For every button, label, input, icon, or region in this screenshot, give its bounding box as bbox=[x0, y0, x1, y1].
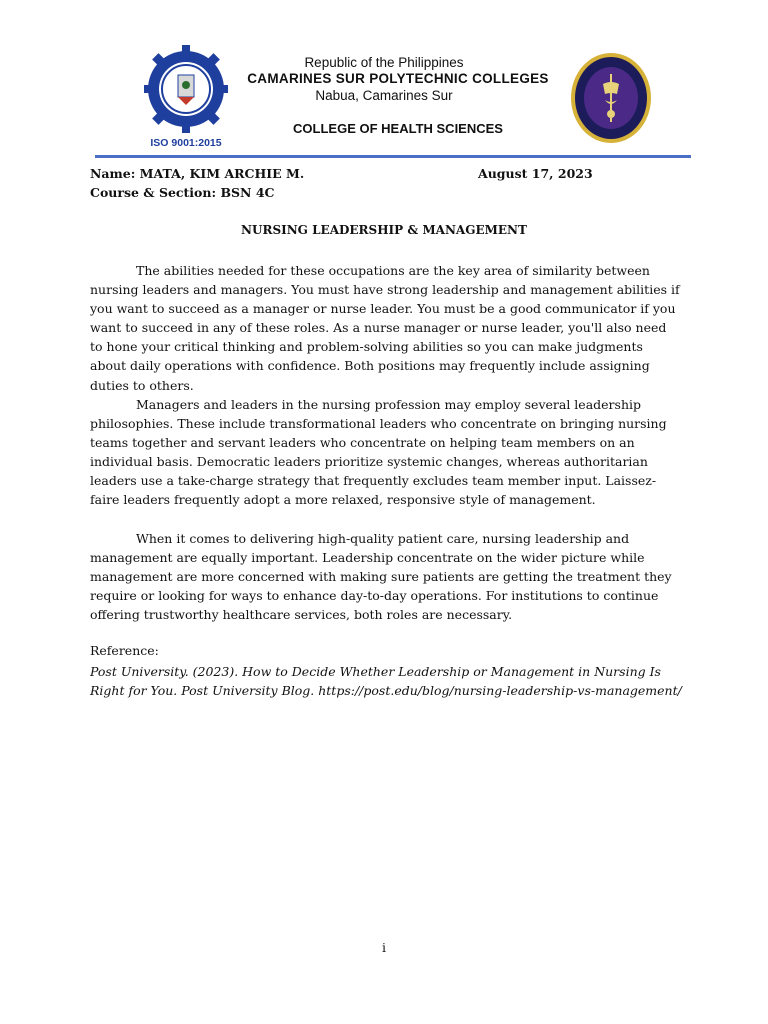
document-date: August 17, 2023 bbox=[478, 166, 593, 181]
school-name: CAMARINES SUR POLYTECHNIC COLLEGES bbox=[247, 71, 549, 86]
student-name: Name: MATA, KIM ARCHIE M. bbox=[90, 166, 305, 181]
document-title: NURSING LEADERSHIP & MANAGEMENT bbox=[241, 223, 527, 237]
college-name: COLLEGE OF HEALTH SCIENCES bbox=[293, 121, 503, 136]
reference-citation: Post University. (2023). How to Decide Whether Leadership or Management in Nursing Is Right for You. Post University Blog. https://post.edu/blog/nursing-leadership-vs-management/ bbox=[90, 664, 682, 698]
paragraph-3: When it comes to delivering high-quality patient care, nursing leadership and management are equally important. Leadership concentrate on the wider picture while management are more concerned with making sure patients are getting the treatment they require or looking for ways to enhance day-to-day operations. For institutions to continue offering trustworthy healthcare services, both roles are necessary. bbox=[90, 531, 672, 623]
school-location: Nabua, Camarines Sur bbox=[315, 88, 453, 103]
republic-line: Republic of the Philippines bbox=[304, 55, 464, 70]
page-number: i bbox=[382, 940, 386, 955]
paragraph-1: The abilities needed for these occupations are the key area of similarity between nursing leaders and managers. You must have strong leadership and management abilities if you want to succeed as a manager or nurse leader. You must be a good communicator if you want to succeed in any of these roles. As a nurse manager or nurse leader, you'll also need to hone your critical thinking and problem-solving abilities so you can make judgments about daily operations with confidence. Both positions may frequently include assigning duties to others. bbox=[90, 263, 680, 393]
header-divider bbox=[95, 155, 691, 158]
paragraph-2: Managers and leaders in the nursing profession may employ several leadership philosophies. These include transformational leaders who concentrate on bringing nursing teams together and servant leaders who concentrate on helping team members on an individual basis. Democratic leaders prioritize systemic changes, whereas authoritarian leaders use a take-charge strategy that frequently excludes team member input. Laissez-faire leaders frequently adopt a more relaxed, responsive style of management. bbox=[90, 397, 667, 508]
iso-label: ISO 9001:2015 bbox=[150, 137, 222, 149]
course-section: Course & Section: BSN 4C bbox=[90, 185, 275, 200]
reference-label: Reference: bbox=[90, 643, 159, 658]
